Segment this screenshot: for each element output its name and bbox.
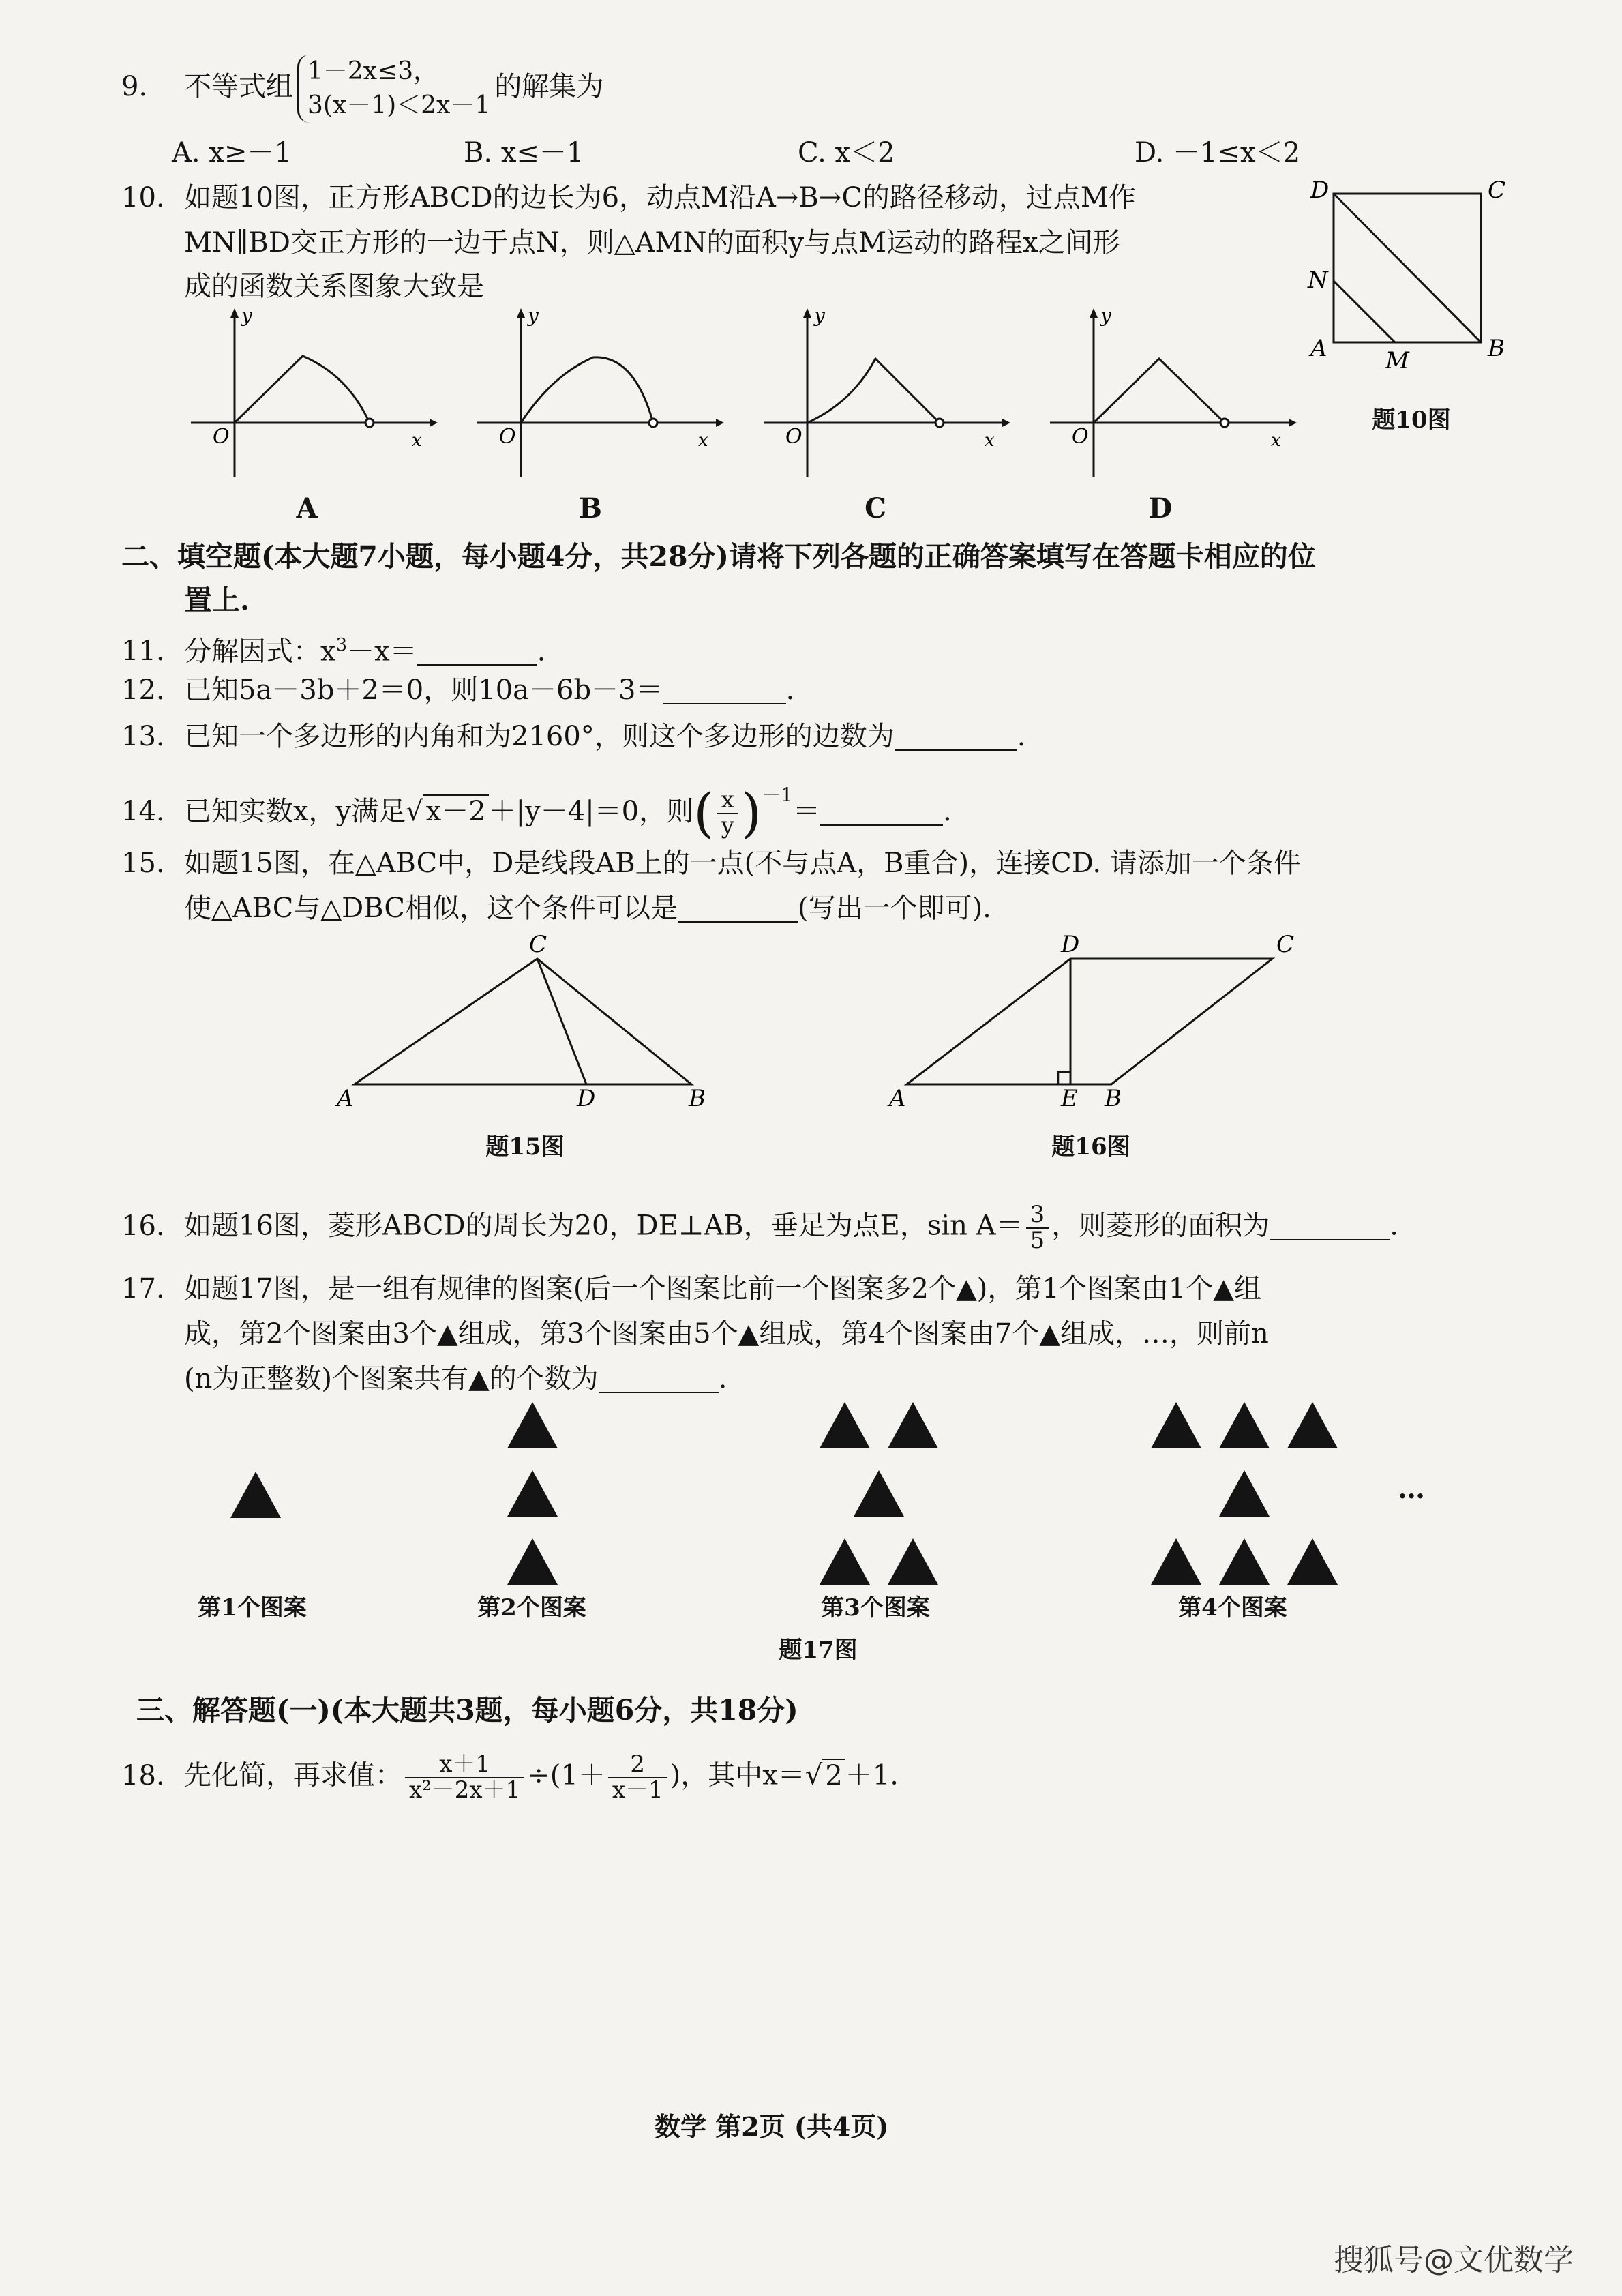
triangle-icon (1151, 1538, 1201, 1585)
punctuation: . (537, 636, 546, 668)
radicand: x－2 (423, 794, 489, 827)
question-text: ＝ (793, 796, 821, 827)
triangle-icon (1219, 1470, 1270, 1517)
origin-label: O (213, 425, 230, 449)
paren-right: ) (740, 783, 762, 844)
watermark: 搜狐号@文优数学 (1334, 2243, 1574, 2278)
triangle-icon (820, 1402, 870, 1448)
question-12 (121, 668, 794, 712)
answer-blank[interactable] (1270, 1210, 1390, 1240)
vertex-d: D (1310, 177, 1330, 204)
graph-letter-c: C (865, 492, 886, 524)
pattern-4-label: 第4个图案 (1178, 1594, 1287, 1622)
option-c: C. x＜2 (798, 137, 895, 168)
section-2-heading: 二、填空题(本大题7小题，每小题4分，共28分)请将下列各题的正确答案填写在答题卡相应的位 (121, 540, 1316, 573)
option-b: B. x≤－1 (464, 137, 584, 168)
question-text: 分解因式：x (184, 636, 336, 668)
pattern-3 (814, 1398, 944, 1596)
question-number: 18. (121, 1759, 165, 1791)
graph-letter-d: D (1148, 492, 1173, 524)
pattern-3-label: 第3个图案 (821, 1594, 930, 1622)
triangle-icon (888, 1538, 938, 1585)
question-number: 10. (121, 182, 165, 213)
question-text: 的解集为 (494, 71, 604, 102)
vertex-b: B (1488, 335, 1505, 362)
vertex-b: B (689, 1085, 706, 1112)
triangle-icon (507, 1402, 558, 1448)
question-text: (写出一个即可). (797, 893, 991, 924)
figure-16-caption: 题16图 (1051, 1133, 1130, 1161)
inequality-system (297, 55, 490, 123)
question-text: ，则菱形的面积为 (1051, 1210, 1270, 1242)
punctuation: . (943, 796, 952, 827)
question-16 (121, 1203, 1398, 1253)
vertex-a: A (1310, 335, 1327, 362)
option-a: A. x≥－1 (172, 137, 292, 168)
question-number: 9. (121, 71, 148, 102)
triangle-icon (230, 1472, 281, 1518)
inequality-line-1: 1－2x≤3， (307, 57, 438, 85)
answer-blank[interactable] (599, 1363, 719, 1393)
question-10-line-3: 成的函数关系图象大致是 (184, 271, 484, 302)
question-11 (121, 623, 545, 673)
question-number: 11. (121, 636, 165, 668)
question-15-line-2 (184, 886, 991, 930)
fraction-3-over-5: $\frac{3}{5}$ (1026, 1203, 1049, 1253)
radicand: 2 (822, 1759, 845, 1791)
question-text: 已知一个多边形的内角和为2160°，则这个多边形的边数为 (184, 721, 895, 752)
pattern-ellipsis: … (1398, 1473, 1425, 1505)
answer-blank[interactable] (663, 674, 786, 704)
axis-x-label: x (1271, 430, 1281, 451)
axis-y-label: y (528, 304, 539, 327)
graph-c (750, 304, 1009, 484)
axis-y-label: y (814, 304, 825, 327)
answer-blank[interactable] (895, 721, 1017, 751)
question-text: 如题17图，是一组有规律的图案(后一个图案比前一个图案多2个▲)，第1个图案由1个▲组 (184, 1273, 1261, 1304)
option-d: D. －1≤x＜2 (1135, 137, 1301, 168)
exponent: 3 (335, 635, 348, 655)
vertex-c: C (529, 931, 547, 958)
question-text: 使△ABC与△DBC相似，这个条件可以是 (184, 893, 678, 924)
question-number: 12. (121, 674, 165, 706)
question-text: －x＝ (347, 636, 417, 668)
triangle-icon (507, 1470, 558, 1517)
origin-label: O (499, 425, 516, 449)
figure-15-triangle (327, 931, 750, 1118)
exponent: －1 (762, 784, 794, 806)
vertex-n: N (1308, 267, 1328, 294)
question-10 (121, 176, 1136, 220)
question-10-line-2: MN∥BD交正方形的一边于点N，则△AMN的面积y与点M运动的路程x之间形 (184, 227, 1120, 258)
pattern-1 (225, 1466, 286, 1527)
paren-left: ( (693, 783, 715, 844)
axis-y-label: y (241, 304, 252, 327)
punctuation: . (1390, 1210, 1398, 1242)
question-text: )，其中x＝ (670, 1759, 805, 1791)
punctuation: . (718, 1363, 727, 1395)
vertex-d: D (577, 1085, 596, 1112)
vertex-e: E (1061, 1085, 1078, 1112)
triangle-icon (1219, 1538, 1270, 1585)
axis-x-label: x (698, 430, 708, 451)
vertex-a: A (337, 1085, 354, 1112)
vertex-c: C (1488, 177, 1506, 204)
question-number: 13. (121, 721, 165, 752)
question-number: 15. (121, 848, 165, 879)
pattern-1-label: 第1个图案 (198, 1594, 307, 1622)
origin-label: O (785, 425, 802, 449)
question-text: 如题15图，在△ABC中，D是线段AB上的一点(不与点A，B重合)，连接CD. 请添加一个条件 (184, 848, 1301, 879)
question-number: 16. (121, 1210, 165, 1242)
pattern-2-label: 第2个图案 (477, 1594, 586, 1622)
triangle-icon (1151, 1402, 1201, 1448)
graph-a (177, 304, 436, 484)
question-number: 14. (121, 796, 165, 827)
graph-letter-b: B (579, 492, 602, 524)
question-15 (121, 841, 1301, 885)
question-text: ＋1. (845, 1759, 899, 1791)
axis-x-label: x (412, 430, 422, 451)
triangle-icon (1219, 1402, 1270, 1448)
question-17-line-3 (184, 1357, 727, 1401)
question-text: (n为正整数)个图案共有▲的个数为 (184, 1363, 599, 1395)
vertex-d: D (1061, 931, 1080, 958)
pattern-4 (1145, 1398, 1343, 1596)
question-text: ＋|y－4|＝0，则 (488, 796, 694, 827)
fraction-x-over-y: $\frac{x}{y}$ (717, 788, 738, 838)
pattern-2 (502, 1398, 563, 1596)
question-text: 不等式组 (184, 71, 293, 102)
question-number: 17. (121, 1273, 165, 1304)
vertex-a: A (889, 1085, 906, 1112)
vertex-b: B (1105, 1085, 1122, 1112)
triangle-icon (1287, 1402, 1338, 1448)
inequality-line-2: 3(x－1)＜2x－1 (307, 91, 491, 119)
vertex-c: C (1276, 931, 1295, 958)
punctuation: . (785, 674, 795, 706)
question-text: 先化简，再求值： (184, 1759, 402, 1791)
triangle-icon (854, 1470, 904, 1517)
triangle-icon (820, 1538, 870, 1585)
triangle-icon (888, 1402, 938, 1448)
page-footer: 数学 第2页 (共4页) (655, 2111, 889, 2142)
axis-x-label: x (985, 430, 995, 451)
fraction-1: $\frac{x+1}{\text{x²－2x＋1}}$ (405, 1753, 524, 1802)
question-17-line-2: 成，第2个图案由3个▲组成，第3个图案由5个▲组成，第4个图案由7个▲组成，…，则前n (184, 1318, 1269, 1350)
origin-label: O (1072, 425, 1089, 449)
figure-10-square (1295, 170, 1506, 389)
figure-16-rhombus (880, 931, 1316, 1118)
question-14: 14. 已知实数x，y满足√ x－2 ＋|y－4|＝0，则( $\frac{x}{y}$ )$^{-1}$＝ . (121, 783, 952, 844)
answer-blank[interactable] (417, 636, 537, 666)
question-text: ÷(1＋ (527, 1759, 605, 1791)
question-17 (121, 1267, 1261, 1311)
section-2-heading-cont: 置上. (184, 584, 250, 616)
figure-15-caption: 题15图 (485, 1133, 565, 1161)
fraction-2: $\frac{2}{x-1}$ (608, 1753, 667, 1802)
question-text: 如题10图，正方形ABCD的边长为6，动点M沿A→B→C的路径移动，过点M作 (184, 182, 1136, 213)
graph-letter-a: A (296, 492, 318, 524)
answer-blank[interactable] (678, 893, 798, 923)
figure-10-caption: 题10图 (1372, 406, 1451, 434)
triangle-icon (507, 1538, 558, 1585)
question-text: 如题16图，菱形ABCD的周长为20，DE⊥AB，垂足为点E，sin A＝ (184, 1210, 1023, 1242)
vertex-m: M (1385, 347, 1409, 374)
question-18: 18. 先化简，再求值： $\frac{x+1}{\text{x²－2x＋1}}$ ÷(1＋ $\frac{2}{x-1}$ )，其中x＝√ 2 ＋1. (121, 1750, 899, 1804)
question-13 (121, 715, 1026, 758)
axis-y-label: y (1100, 304, 1111, 327)
punctuation: . (1017, 721, 1026, 752)
question-text: 已知实数x，y满足 (184, 796, 406, 827)
graph-d (1036, 304, 1295, 484)
question-9 (121, 55, 603, 123)
figure-17-caption: 题17图 (779, 1637, 858, 1664)
graph-b (464, 304, 723, 484)
question-text: 已知5a－3b＋2＝0，则10a－6b－3＝ (184, 674, 663, 706)
section-3-heading: 三、解答题(一)(本大题共3题，每小题6分，共18分) (136, 1694, 798, 1727)
triangle-icon (1287, 1538, 1338, 1585)
answer-blank[interactable] (820, 796, 943, 826)
